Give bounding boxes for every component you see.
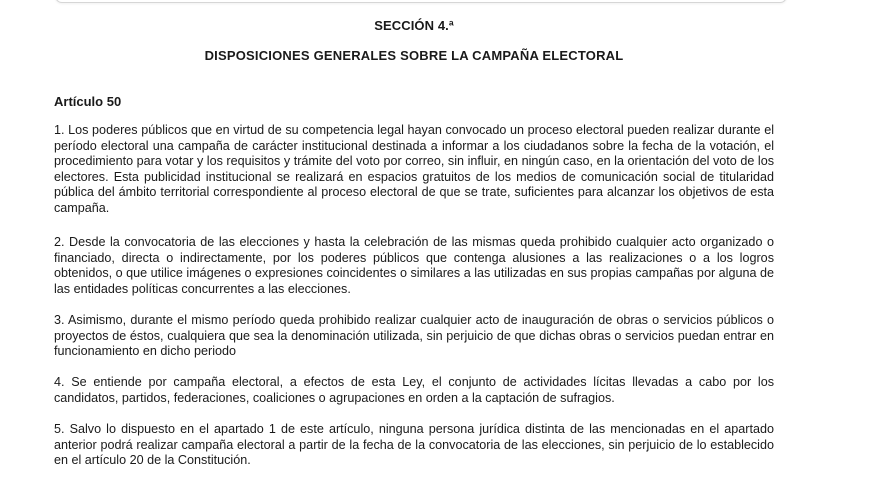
section-title: SECCIÓN 4.ª bbox=[374, 18, 454, 33]
chapter-title: DISPOSICIONES GENERALES SOBRE LA CAMPAÑA ELECTORAL bbox=[204, 48, 624, 63]
article-title: Artículo 50 bbox=[54, 94, 122, 109]
article-paragraph-1: 1. Los poderes públicos que en virtud de su competencia legal hayan convocado un proceso electoral pueden realizar durante el período electoral una campaña de carácter institucional destinada a informar a los ciudadanos sobre la fecha de la votación, el procedimiento para votar y los requisitos y trámite del voto por correo, sin influir, en ningún caso, en la orientación del voto de los electores. Esta publicidad institucional se realizará en espacios gratuitos de los medios de comunicación social de titularidad pública del ámbito territorial correspondiente al proceso electoral de que se trate, suficientes para alcanzar los objetivos de esta campaña. bbox=[54, 123, 774, 215]
article-paragraph-4: 4. Se entiende por campaña electoral, a efectos de esta Ley, el conjunto de actividades lícitas llevadas a cabo por los candidatos, partidos, federaciones, coaliciones o agrupaciones en orden a la captación de sufragios. bbox=[54, 375, 774, 405]
article-paragraph-3: 3. Asimismo, durante el mismo período queda prohibido realizar cualquier acto de inauguración de obras o servicios públicos o proyectos de éstos, cualquiera que sea la denominación utilizada, sin perjuicio de que dichas obras o servicios puedan entrar en funcionamiento en dicho periodo bbox=[54, 313, 774, 359]
article-paragraph-5: 5. Salvo lo dispuesto en el apartado 1 de este artículo, ninguna persona jurídica distinta de las mencionadas en el apartado anterior podrá realizar campaña electoral a partir de la fecha de la convocatoria de las elecciones, sin perjuicio de lo establecido en el artículo 20 de la Constitución. bbox=[54, 422, 774, 468]
article-paragraph-2: 2. Desde la convocatoria de las elecciones y hasta la celebración de las mismas queda prohibido cualquier acto organizado o financiado, directa o indirectamente, por los poderes públicos que contenga alusiones a las realizaciones o a los logros obtenidos, o que utilice imágenes o expresiones coincidentes o similares a las utilizadas en sus propias campañas por alguna de las entidades políticas concurrentes a las elecciones. bbox=[54, 235, 774, 296]
top-card-edge bbox=[55, 0, 787, 3]
